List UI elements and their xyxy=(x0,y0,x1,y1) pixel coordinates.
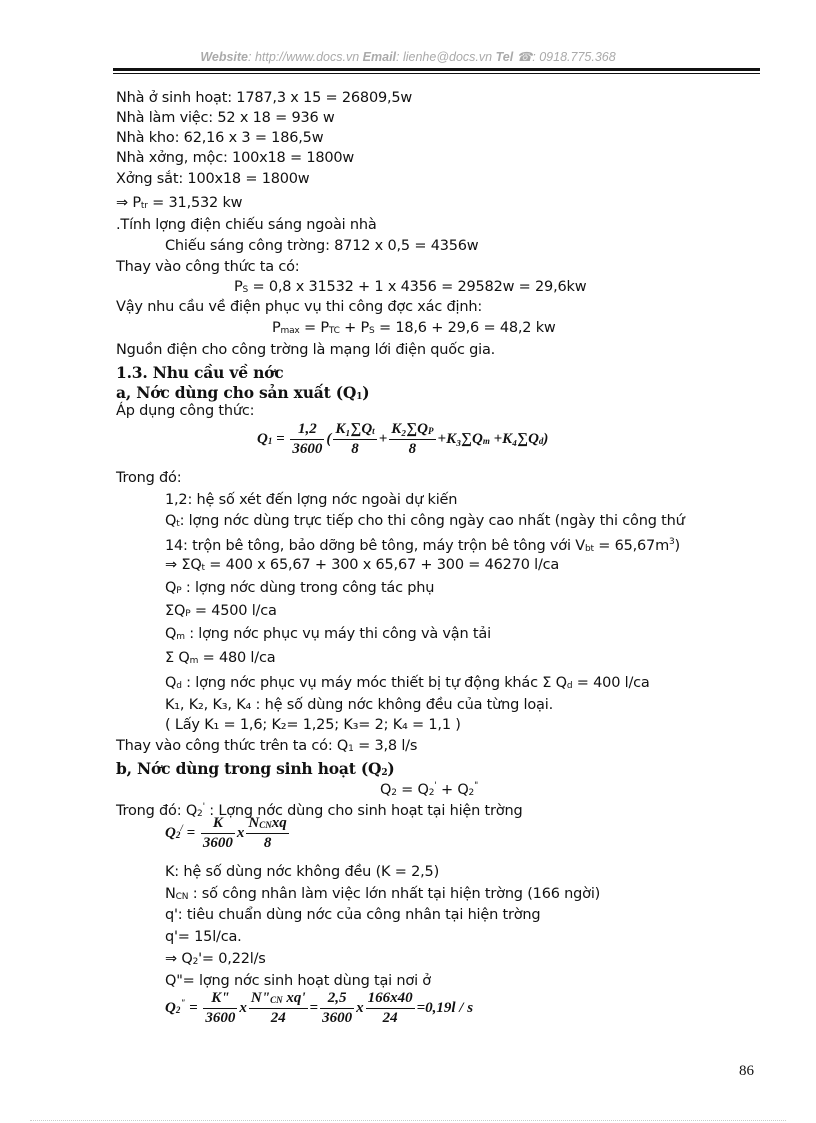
website-value: : http://www.docs.vn xyxy=(248,50,360,64)
line-vay-nhu-cau: Vậy nhu cầu về điện phục vụ thi công đợc xác định: xyxy=(116,299,483,315)
page-header xyxy=(0,49,816,64)
fraction: $\frac{\text{NCNxq}}{8}$ xyxy=(248,815,287,851)
fraction: $\frac{\text{K₁∑Qt}}{8}$ xyxy=(335,421,375,457)
phone-icon: ☎ xyxy=(516,50,533,64)
line-trong-do: Trong đó: xyxy=(116,470,182,486)
line-nha-kho: Nhà kho: 62,16 x 3 = 186,5w xyxy=(116,130,324,146)
email-label: Email xyxy=(362,50,397,64)
formula-q2-double-prime: Q2" = $\frac{K"}{3600}$ x $\frac{\text{N"CN xq'}}{24}$ = $\frac{2,5}{3600}$ x $\frac{166x40}{24}$ =0,19l / s xyxy=(165,990,474,1026)
fraction: $\frac{K}{3600}$ xyxy=(202,815,233,851)
subheading-b: b, Nớc dùng trong sinh hoạt (Q2) xyxy=(116,759,395,778)
line-thay-vao-1: Thay vào công thức ta có: xyxy=(116,259,300,275)
fraction: $\frac{K"}{3600}$ xyxy=(205,990,236,1026)
line-he-so-1-2: 1,2: hệ số xét đến lợng nớc ngoài dự kiến xyxy=(165,492,458,508)
line-xuong-moc: Nhà xởng, mộc: 100x18 = 1800w xyxy=(116,150,355,166)
line-qm: Qm : lợng nớc phục vụ máy thi công và vận tải xyxy=(165,626,491,642)
line-qp: QP : lợng nớc dùng trong công tác phụ xyxy=(165,580,435,596)
bullet-icon: . xyxy=(116,217,121,233)
fraction: $\frac{166x40}{24}$ xyxy=(367,990,413,1026)
line-ptr: ⇒ Ptr = 31,532 kw xyxy=(116,195,243,211)
fraction: $\frac{1,2}{3600}$ xyxy=(292,421,323,457)
website-label: Website xyxy=(200,50,249,64)
formula-q1: Q1 = $\frac{1,2}{3600}$ ( $\frac{\text{K₁∑Qt}}{8}$ + $\frac{\text{K₂∑QP}}{8}$ +K₃∑Qm +K₄∑Qd) xyxy=(257,421,549,457)
line-chieu-sang-cong-truong: Chiếu sáng công trờng: 8712 x 0,5 = 4356w xyxy=(165,238,479,254)
line-tron-be-tong: 14: trộn bê tông, bảo dỡng bê tông, máy trộn bê tông với Vbt = $65,67m^3$) xyxy=(165,537,680,554)
line-q-double-prime: Q"= lợng nớc sinh hoạt dùng tại nơi ở xyxy=(165,973,431,989)
line-q2-prime-result: ⇒ Q2'= 0,22l/s xyxy=(165,951,266,967)
line-lay-k: ( Lấy K₁ = 1,6; K₂= 1,25; K₃= 2; K₄ = 1,1 ) xyxy=(165,717,461,733)
line-q-prime-tieu-chuan: q': tiêu chuẩn dùng nớc của công nhân tại hiện trờng xyxy=(165,907,541,923)
line-qt: Qt: lợng nớc dùng trực tiếp cho thi công ngày cao nhất (ngày thi công thứ xyxy=(165,513,685,529)
tel-label: Tel xyxy=(495,50,514,64)
line-qd: Qd : lợng nớc phục vụ máy móc thiết bị tự động khác Σ Qd = 400 l/ca xyxy=(165,675,650,691)
footer-dotted-rule xyxy=(30,1120,786,1121)
header-rule-thick xyxy=(113,68,760,71)
line-k-he-so: K: hệ số dùng nớc không đều (K = 2,5) xyxy=(165,864,440,880)
fraction: $\frac{\text{K₂∑QP}}{8}$ xyxy=(391,421,434,457)
section-heading-1-3: 1.3. Nhu cầu về nớc xyxy=(116,363,284,382)
tel-value: : 0918.775.368 xyxy=(532,50,616,64)
page-number: 86 xyxy=(739,1063,754,1079)
formula-q2-prime: Q2/ = $\frac{K}{3600}$ x $\frac{\text{NCNxq}}{8}$ xyxy=(165,815,287,851)
header-rule-thin xyxy=(113,73,760,74)
line-chieu-sang-ngoai: .Tính lợng điện chiếu sáng ngoài nhà xyxy=(116,217,377,233)
fraction: $\frac{\text{N"CN xq'}}{24}$ xyxy=(250,990,306,1026)
line-nguon-dien: Nguồn điện cho công trờng là mạng lới điện quốc gia. xyxy=(116,342,496,358)
line-sum-qt: ⇒ ΣQt = 400 x 65,67 + 300 x 65,67 + 300 = 46270 l/ca xyxy=(165,557,560,573)
line-nha-o: Nhà ở sinh hoạt: 1787,3 x 15 = 26809,5w xyxy=(116,90,413,106)
line-sum-qp: ΣQP = 4500 l/ca xyxy=(165,603,277,619)
line-ap-dung: Áp dụng công thức: xyxy=(116,403,255,419)
subheading-a: a, Nớc dùng cho sản xuất (Q1) xyxy=(116,383,370,402)
email-value: : lienhe@docs.vn xyxy=(396,50,493,64)
line-ps: PS = 0,8 x 31532 + 1 x 4356 = 29582w = 29,6kw xyxy=(234,279,587,295)
line-k-coefficients: K₁, K₂, K₃, K₄ : hệ số dùng nớc không đều của từng loại. xyxy=(165,697,553,713)
line-sum-qm: Σ Qm = 480 l/ca xyxy=(165,650,276,666)
line-q-prime-value: q'= 15l/ca. xyxy=(165,929,242,945)
implies-icon: ⇒ xyxy=(116,195,128,211)
line-ncn: NCN : số công nhân làm việc lớn nhất tại hiện trờng (166 ngời) xyxy=(165,886,601,902)
line-xuong-sat: Xởng sắt: 100x18 = 1800w xyxy=(116,171,310,187)
line-q2-sum: Q2 = Q2' + Q2" xyxy=(380,781,479,798)
line-thay-vao-q1: Thay vào công thức trên ta có: Q1 = 3,8 l/s xyxy=(116,738,418,754)
line-trong-do-q2: Trong đó: Q2' : Lợng nớc dùng cho sinh hoạt tại hiện trờng xyxy=(116,802,523,819)
fraction: $\frac{2,5}{3600}$ xyxy=(322,990,353,1026)
line-nha-lam-viec: Nhà làm việc: 52 x 18 = 936 w xyxy=(116,110,335,126)
line-pmax: Pmax = PTC + PS = 18,6 + 29,6 = 48,2 kw xyxy=(272,320,556,336)
